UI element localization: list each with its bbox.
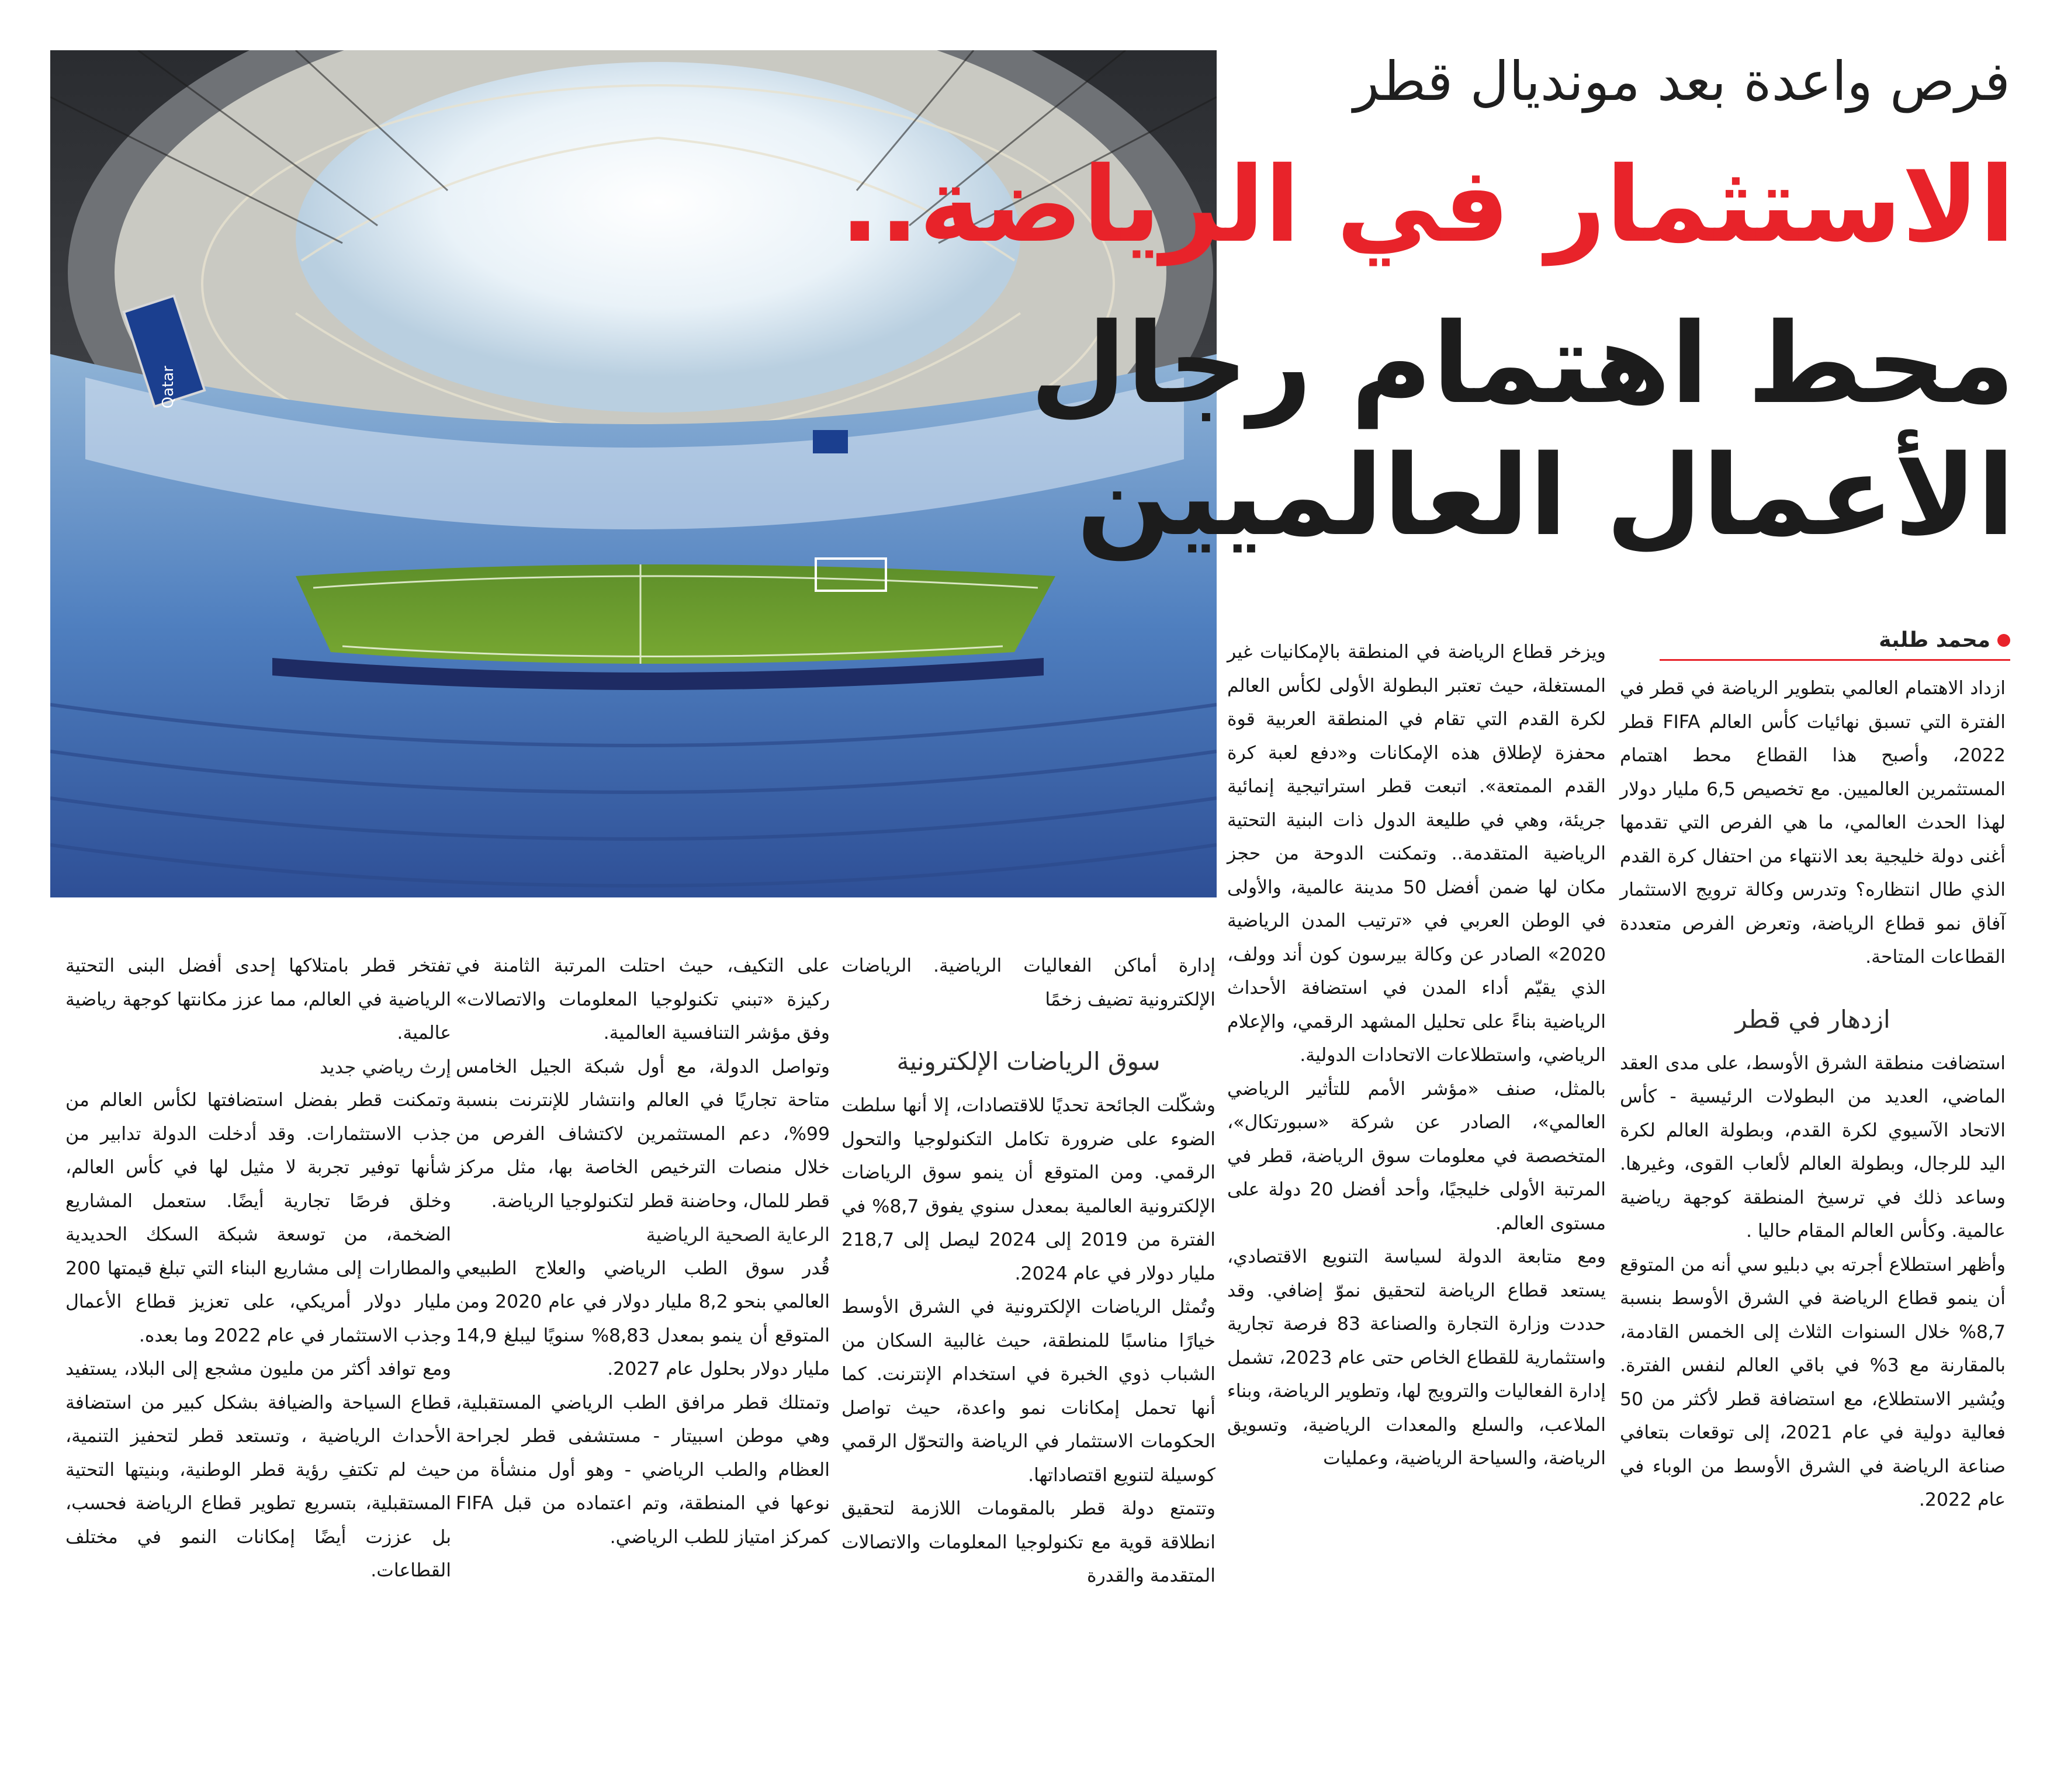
paragraph: وأظهر استطلاع أجرته بي دبليو سي أنه من المتوقع أن ينمو قطاع الرياضة في الشرق الأوسط بنسبة 8,7% خلال السنوات الثلاث إلى الخمس القادمة، بالمقارنة مع 3% في باقي العالم لنفس الفترة. ويُشير الاستطلاع، مع استضافة قطر لأكثر من 50 فعالية دولية في عام 2021، إلى توقعات بتعافي صناعة الرياضة في الشرق الأوسط من الوباء في عام 2022. [1620, 1254, 2006, 1510]
paragraph: إدارة أماكن الفعاليات الرياضية. الرياضات الإلكترونية تضيف زخمًا [841, 955, 1215, 1010]
kicker: فرص واعدة بعد مونديال قطر [1353, 50, 2010, 113]
headline-line2: محط اهتمام رجال [1030, 299, 2015, 428]
screen-text: Qatar [160, 366, 177, 409]
column-3 [841, 949, 1215, 1593]
subheading: الرعاية الصحية الرياضية [646, 1223, 830, 1246]
column-4 [456, 949, 830, 1554]
paragraph: ويزخر قطاع الرياضة في المنطقة بالإمكانيات غير المستغلة، حيث تعتبر البطولة الأولى لكأس العالم لكرة القدم التي تقام في المنطقة العربية قوة محفزة لإطلاق هذه الإمكانات و«دفع لعبة كرة القدم الممتعة». اتبعت قطر استراتيجية إنمائية جريئة، وهي في طليعة الدول ذات البنية التحتية الرياضية المتقدمة.. وتمكنت الدوحة من حجز مكان لها ضمن أفضل 50 مدينة عالمية، والأولى في الوطن العربي في «ترتيب المدن الرياضية 2020» الصادر عن وكالة بيرسون كون أند وولف، الذي يقيّم أداء المدن في استضافة الأحداث الرياضية بناءً على تحليل المشهد الرقمي، والإعلام الرياضي، واستطلاعات الاتحادات الدولية. [1227, 642, 1606, 1066]
divider [1660, 659, 2010, 661]
paragraph: تفتخر قطر بامتلاكها إحدى أفضل البنى التحتية الرياضية في العالم، مما عزز مكانتها كوجهة رياضية عالمية. [65, 955, 451, 1044]
column-1 [1620, 672, 2006, 1517]
subheading: إرث رياضي جديد [319, 1055, 451, 1078]
paragraph: وتمكنت قطر بفضل استضافتها لكأس العالم من جذب الاستثمارات. وقد أدخلت الدولة تدابير من شأنها توفير تجربة لا مثيل لها في كأس العالم، وخلق فرصًا تجارية أيضًا. ستعمل المشاريع الضخمة، من توسعة شبكة السكك الحديدية والمطارات إلى مشاريع البناء التي تبلغ قيمتها 200 مليار دولار أمريكي، على تعزيز قطاع الأعمال وجذب الاستثمار في عام 2022 وما بعده. [65, 1090, 451, 1346]
paragraph: استضافت منطقة الشرق الأوسط، على مدى العقد الماضي، العديد من البطولات الرئيسية - كأس الاتحاد الآسيوي لكرة القدم، وبطولة العالم لكرة اليد للرجال، وبطولة العالم لألعاب القوى، وغيرها. وساعد ذلك في ترسيخ المنطقة كوجهة رياضية عالمية. وكأس العالم المقام حاليا . [1620, 1052, 2006, 1242]
paragraph: على التكيف، حيث احتلت المرتبة الثامنة في ركيزة «تبني تكنولوجيا المعلومات والاتصالات» وفق مؤشر التنافسية العالمية. [456, 955, 830, 1044]
subheading: ازدهار في قطر [1735, 1004, 1890, 1034]
paragraph: ومع توافد أكثر من مليون مشجع إلى البلاد، يستفيد قطاع السياحة والضيافة بشكل كبير من استضافة الأحداث الرياضية ، وتستعد قطر لتحفيز التنمية، حيث لم تكتفِ رؤية قطر الوطنية، وبنيتها التحتية المستقبلية، بتسريع تطوير قطاع الرياضة فحسب، بل عززت أيضًا إمكانات النمو في مختلف القطاعات. [65, 1358, 451, 1581]
paragraph: قُدر سوق الطب الرياضي والعلاج الطبيعي العالمي بنحو 8,2 مليار دولار في عام 2020 ومن المتوقع أن ينمو بمعدل 8,83% سنويًا ليبلغ 14,9 مليار دولار بحلول عام 2027. [456, 1257, 830, 1379]
column-5 [65, 949, 451, 1588]
byline [1879, 628, 2010, 652]
paragraph: ازداد الاهتمام العالمي بتطوير الرياضة في قطر في الفترة التي تسبق نهائيات كأس العالم FIFA قطر 2022، وأصبح هذا القطاع محط اهتمام المستثمرين العالميين. مع تخصيص 6,5 مليار دولار لهذا الحدث العالمي، ما هي الفرص التي تقدمها أغنى دولة خليجية بعد الانتهاء من احتفال كرة القدم الذي طال انتظاره؟ وتدرس وكالة ترويج الاستثمار آفاق نمو قطاع الرياضة، وتعرض الفرص متعددة القطاعات المتاحة. [1620, 678, 2006, 968]
paragraph: وشكّلت الجائحة تحديًا للاقتصادات، إلا أنها سلطت الضوء على ضرورة تكامل التكنولوجيا والتحول الرقمي. ومن المتوقع أن ينمو سوق الرياضات الإلكترونية العالمية بمعدل سنوي يفوق 8,7% في الفترة من 2019 إلى 2024 ليصل إلى 218,7 مليار دولار في عام 2024. [841, 1095, 1215, 1284]
bullet-icon [1997, 634, 2010, 647]
paragraph: وتتمتع دولة قطر بالمقومات اللازمة لتحقيق انطلاقة قوية مع تكنولوجيا المعلومات والاتصالات المتقدمة والقدرة [841, 1498, 1215, 1586]
paragraph: وتمتلك قطر مرافق الطب الرياضي المستقبلية، وهي موطن اسبيتار - مستشفى قطر لجراحة العظام والطب الرياضي - وهو أول منشأة من نوعها في المنطقة، وتم اعتماده من قبل FIFA كمركز امتياز للطب الرياضي. [456, 1392, 830, 1548]
paragraph: ومع متابعة الدولة لسياسة التنويع الاقتصادي، يستعد قطاع الرياضة لتحقيق نموّ إضافي. وقد حددت وزارة التجارة والصناعة 83 فرصة تجارية واستثمارية للقطاع الخاص حتى عام 2023، تشمل إدارة الفعاليات والترويج لها، وتطوير الرياضة، وبناء الملاعب، والسلع والمعدات الرياضية، وتسويق الرياضة، والسياحة الرياضية، وعمليات [1227, 1246, 1606, 1469]
paragraph: بالمثل، صنف «مؤشر الأمم للتأثير الرياضي العالمي»، الصادر عن شركة «سبورتكال»، المتخصصة في معلومات سوق الرياضة، قطر في المرتبة الأولى خليجيًا، وأحد أفضل 20 دولة على مستوى العالم. [1227, 1078, 1606, 1234]
subheading: سوق الرياضات الإلكترونية [896, 1047, 1161, 1076]
paragraph: وتواصل الدولة، مع أول شبكة الجيل الخامس متاحة تجاريًا في العالم وانتشار للإنترنت بنسبة 99%، دعم المستثمرين لاكتشاف الفرص من خلال منصات الترخيص الخاصة بها، مثل مركز قطر للمال، وحاضنة قطر لتكنولوجيا الرياضة. [456, 1056, 830, 1212]
headline-line3: الأعمال العالميين [1076, 431, 2015, 560]
headline-red: الاستثمار في الرياضة.. [840, 144, 2015, 265]
author-name: محمد طلبة [1879, 628, 1990, 652]
paragraph: وتُمثل الرياضات الإلكترونية في الشرق الأوسط خيارًا مناسبًا للمنطقة، حيث غالبية السكان من الشباب ذوي الخبرة في استخدام الإنترنت. كما أنها تحمل إمكانات نمو واعدة، حيث تواصل الحكومات الاستثمار في الرياضة والتحوّل الرقمي كوسيلة لتنويع اقتصاداتها. [841, 1297, 1215, 1486]
column-2 [1227, 636, 1606, 1476]
